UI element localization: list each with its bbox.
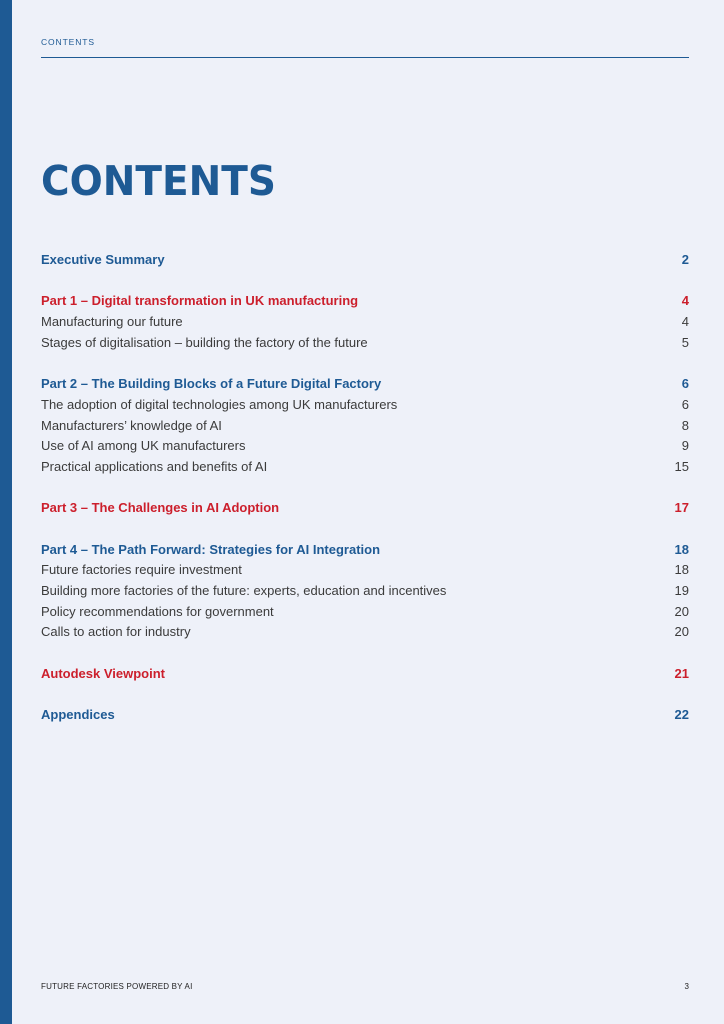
- header-divider: [41, 57, 689, 58]
- toc-row[interactable]: [41, 374, 689, 395]
- page-title: CONTENTS: [41, 158, 276, 206]
- toc-entry-label: Building more factories of the future: experts, education and incentives: [41, 583, 447, 598]
- toc-row[interactable]: [41, 457, 689, 478]
- side-accent-bar: [0, 0, 12, 1024]
- toc-row[interactable]: [41, 395, 689, 416]
- toc-row[interactable]: [41, 560, 689, 581]
- toc-page-number: 2: [681, 252, 689, 267]
- toc-entry-label: Use of AI among UK manufacturers: [41, 438, 246, 454]
- toc-entry-label: Executive Summary: [41, 252, 165, 267]
- running-header: CONTENTS: [41, 37, 95, 47]
- toc-page-number: 5: [681, 334, 689, 350]
- toc-entry-label: Future factories require investment: [41, 562, 242, 578]
- toc-row[interactable]: [41, 416, 689, 437]
- toc-row[interactable]: [41, 705, 689, 726]
- toc-row[interactable]: [41, 250, 689, 271]
- toc-page-number: 19: [674, 583, 689, 598]
- footer-publication-title: FUTURE FACTORIES POWERED BY AI: [41, 982, 193, 991]
- toc-page-number: 20: [674, 603, 689, 619]
- toc-row[interactable]: [41, 602, 689, 623]
- toc-row[interactable]: [41, 291, 689, 312]
- toc-entry-label: Part 3 – The Challenges in AI Adoption: [41, 500, 280, 516]
- toc-page-number: 18: [674, 562, 689, 578]
- toc-row[interactable]: [41, 664, 689, 685]
- toc-page-number: 15: [674, 458, 689, 474]
- toc-row[interactable]: [41, 581, 689, 602]
- toc-page-number: 17: [674, 500, 689, 516]
- toc-entry-label: Calls to action for industry: [41, 624, 191, 640]
- toc-entry-label: Autodesk Viewpoint: [41, 665, 165, 681]
- toc-entry-label: Practical applications and benefits of AI: [41, 458, 268, 474]
- toc-entry-label: Stages of digitalisation – building the factory of the future: [41, 334, 368, 350]
- toc-row[interactable]: [41, 540, 689, 561]
- toc-row[interactable]: [41, 622, 689, 643]
- toc-entry-label: Part 1 – Digital transformation in UK manufacturing: [41, 293, 359, 309]
- toc-page-number: 6: [681, 396, 689, 412]
- table-of-contents: [41, 250, 689, 726]
- toc-entry-label: The adoption of digital technologies among UK manufacturers: [41, 396, 398, 412]
- toc-page-number: 9: [681, 438, 689, 454]
- toc-page-number: 4: [681, 293, 689, 309]
- toc-row[interactable]: [41, 333, 689, 354]
- toc-entry-label: Manufacturers’ knowledge of AI: [41, 417, 222, 433]
- toc-page-number: 4: [681, 314, 689, 330]
- footer-page-number: 3: [684, 982, 689, 991]
- toc-entry-label: Appendices: [41, 707, 115, 723]
- toc-page-number: 6: [681, 376, 689, 392]
- toc-entry-label: Policy recommendations for government: [41, 603, 274, 619]
- toc-entry-label: Part 2 – The Building Blocks of a Future Digital Factory: [41, 376, 382, 392]
- toc-entry-label: Part 4 – The Path Forward: Strategies for AI Integration: [41, 541, 381, 557]
- toc-page-number: 20: [674, 624, 689, 640]
- toc-page-number: 22: [674, 707, 689, 723]
- toc-row[interactable]: [41, 498, 689, 519]
- toc-page-number: 18: [674, 541, 689, 557]
- toc-row[interactable]: [41, 436, 689, 457]
- toc-entry-label: Manufacturing our future: [41, 314, 183, 330]
- toc-page-number: 21: [674, 665, 689, 681]
- toc-row[interactable]: [41, 312, 689, 333]
- toc-page-number: 8: [681, 417, 689, 433]
